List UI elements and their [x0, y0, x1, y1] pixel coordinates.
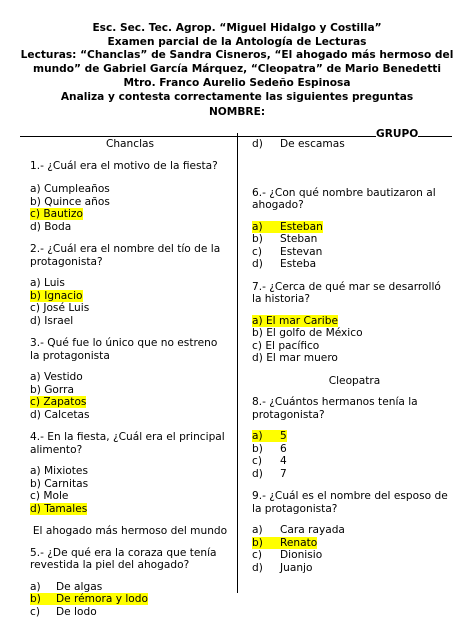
q8-option-b: b) 6 — [252, 443, 457, 456]
q2-option-d: d) Israel — [30, 315, 230, 328]
question-7-line-1: 7.- ¿Cerca de qué mar se desarrolló — [252, 281, 457, 294]
question-2-line-1: 2.- ¿Cuál era el nombre del tío de la — [30, 243, 230, 256]
q1-option-d: d) Boda — [30, 221, 230, 234]
section-title-chanclas: Chanclas — [30, 138, 230, 151]
exam-header — [0, 22, 474, 104]
q2-option-c: c) José Luis — [30, 302, 230, 315]
q6-options — [252, 221, 457, 271]
q9-option-b-answer: b) Renato — [252, 537, 457, 550]
q3-option-b: b) Gorra — [30, 384, 230, 397]
q4-option-d-answer: d) Tamales — [30, 503, 87, 515]
question-4-line-1: 4.- En la fiesta, ¿Cuál era el principal — [30, 431, 230, 444]
section-title-cleopatra: Cleopatra — [252, 375, 457, 388]
school-name: Esc. Sec. Tec. Agrop. “Miguel Hidalgo y Costilla” — [0, 22, 474, 36]
q5-option-c: c) De lodo — [30, 606, 230, 618]
exam-title: Examen parcial de la Antología de Lecturas — [0, 36, 474, 50]
q5-options — [30, 581, 230, 618]
readings-line-2: mundo” de Gabriel García Márquez, “Cleopatra” de Mario Benedetti — [0, 63, 474, 77]
question-8-line-1: 8.- ¿Cuántos hermanos tenía la — [252, 396, 457, 409]
q7-option-a-answer: a) El mar Caribe — [252, 315, 338, 327]
instructions: Analiza y contesta correctamente las siguientes preguntas — [0, 91, 474, 105]
q4-option-c: c) Mole — [30, 490, 230, 503]
q9-option-c: c) Dionisio — [252, 549, 457, 562]
q8-options — [252, 430, 457, 480]
nombre-blank[interactable] — [20, 126, 376, 137]
question-7-line-2: la historia? — [252, 293, 457, 306]
question-1: 1.- ¿Cuál era el motivo de la fiesta? — [30, 160, 230, 173]
readings-line-1: Lecturas: “Chanclas” de Sandra Cisneros, “El ahogado más hermoso del — [0, 49, 474, 63]
q4-option-b: b) Carnitas — [30, 478, 230, 491]
question-5-line-2: revestida la piel del ahogado? — [30, 559, 230, 572]
q5-option-d: d) De escamas — [252, 138, 457, 151]
grupo-blank[interactable] — [418, 126, 452, 137]
q7-option-d: d) El mar muero — [252, 352, 457, 365]
column-divider — [237, 133, 238, 593]
q9-option-d: d) Juanjo — [252, 562, 457, 575]
q7-options — [252, 315, 457, 365]
q2-options — [30, 277, 230, 327]
q6-option-a-answer: a) Esteban — [252, 221, 457, 234]
q8-option-a-answer: a) 5 — [252, 430, 457, 443]
question-6-line-1: 6.- ¿Con qué nombre bautizaron al — [252, 187, 457, 200]
question-3-line-1: 3.- Qué fue lo único que no estreno — [30, 337, 230, 350]
question-3-line-2: la protagonista — [30, 350, 230, 363]
q1-option-b: b) Quince años — [30, 196, 230, 209]
q8-option-d: d) 7 — [252, 468, 457, 481]
section-title-ahogado: El ahogado más hermoso del mundo — [30, 525, 230, 538]
q3-option-c-answer: c) Zapatos — [30, 396, 86, 408]
teacher-name: Mtro. Franco Aurelio Sedeño Espinosa — [0, 77, 474, 91]
q2-option-a: a) Luis — [30, 277, 230, 290]
q4-option-a: a) Mixiotes — [30, 465, 230, 478]
question-2-line-2: protagonista? — [30, 256, 230, 269]
q6-option-d: d) Esteba — [252, 258, 457, 271]
right-column — [252, 138, 457, 574]
q3-options — [30, 371, 230, 421]
q5-option-b-answer: b) De rémora y lodo — [30, 593, 230, 606]
nombre-label: NOMBRE: — [0, 106, 474, 120]
q2-option-b-answer: b) Ignacio — [30, 290, 83, 302]
q7-option-b: b) El golfo de México — [252, 327, 457, 340]
question-4-line-2: alimento? — [30, 444, 230, 457]
q5-option-a: a) De algas — [30, 581, 230, 594]
q9-options — [252, 524, 457, 574]
q3-option-d: d) Calcetas — [30, 409, 230, 422]
q9-option-a: a) Cara rayada — [252, 524, 457, 537]
q8-option-c: c) 4 — [252, 455, 457, 468]
question-9-line-2: la protagonista? — [252, 503, 457, 516]
question-9-line-1: 9.- ¿Cuál es el nombre del esposo de — [252, 490, 457, 503]
question-6-line-2: ahogado? — [252, 199, 457, 212]
q1-option-a: a) Cumpleaños — [30, 183, 230, 196]
nombre-label-row — [0, 106, 474, 120]
q6-option-b: b) Steban — [252, 233, 457, 246]
q7-option-c: c) El pacífico — [252, 340, 457, 353]
question-8-line-2: protagonista? — [252, 409, 457, 422]
q3-option-a: a) Vestido — [30, 371, 230, 384]
q4-options — [30, 465, 230, 515]
q1-option-c-answer: c) Bautizo — [30, 208, 83, 220]
q1-options — [30, 183, 230, 233]
q6-option-c: c) Estevan — [252, 246, 457, 259]
grupo-label: GRUPO — [376, 128, 418, 140]
left-column — [30, 138, 230, 618]
question-5-line-1: 5.- ¿De qué era la coraza que tenía — [30, 547, 230, 560]
